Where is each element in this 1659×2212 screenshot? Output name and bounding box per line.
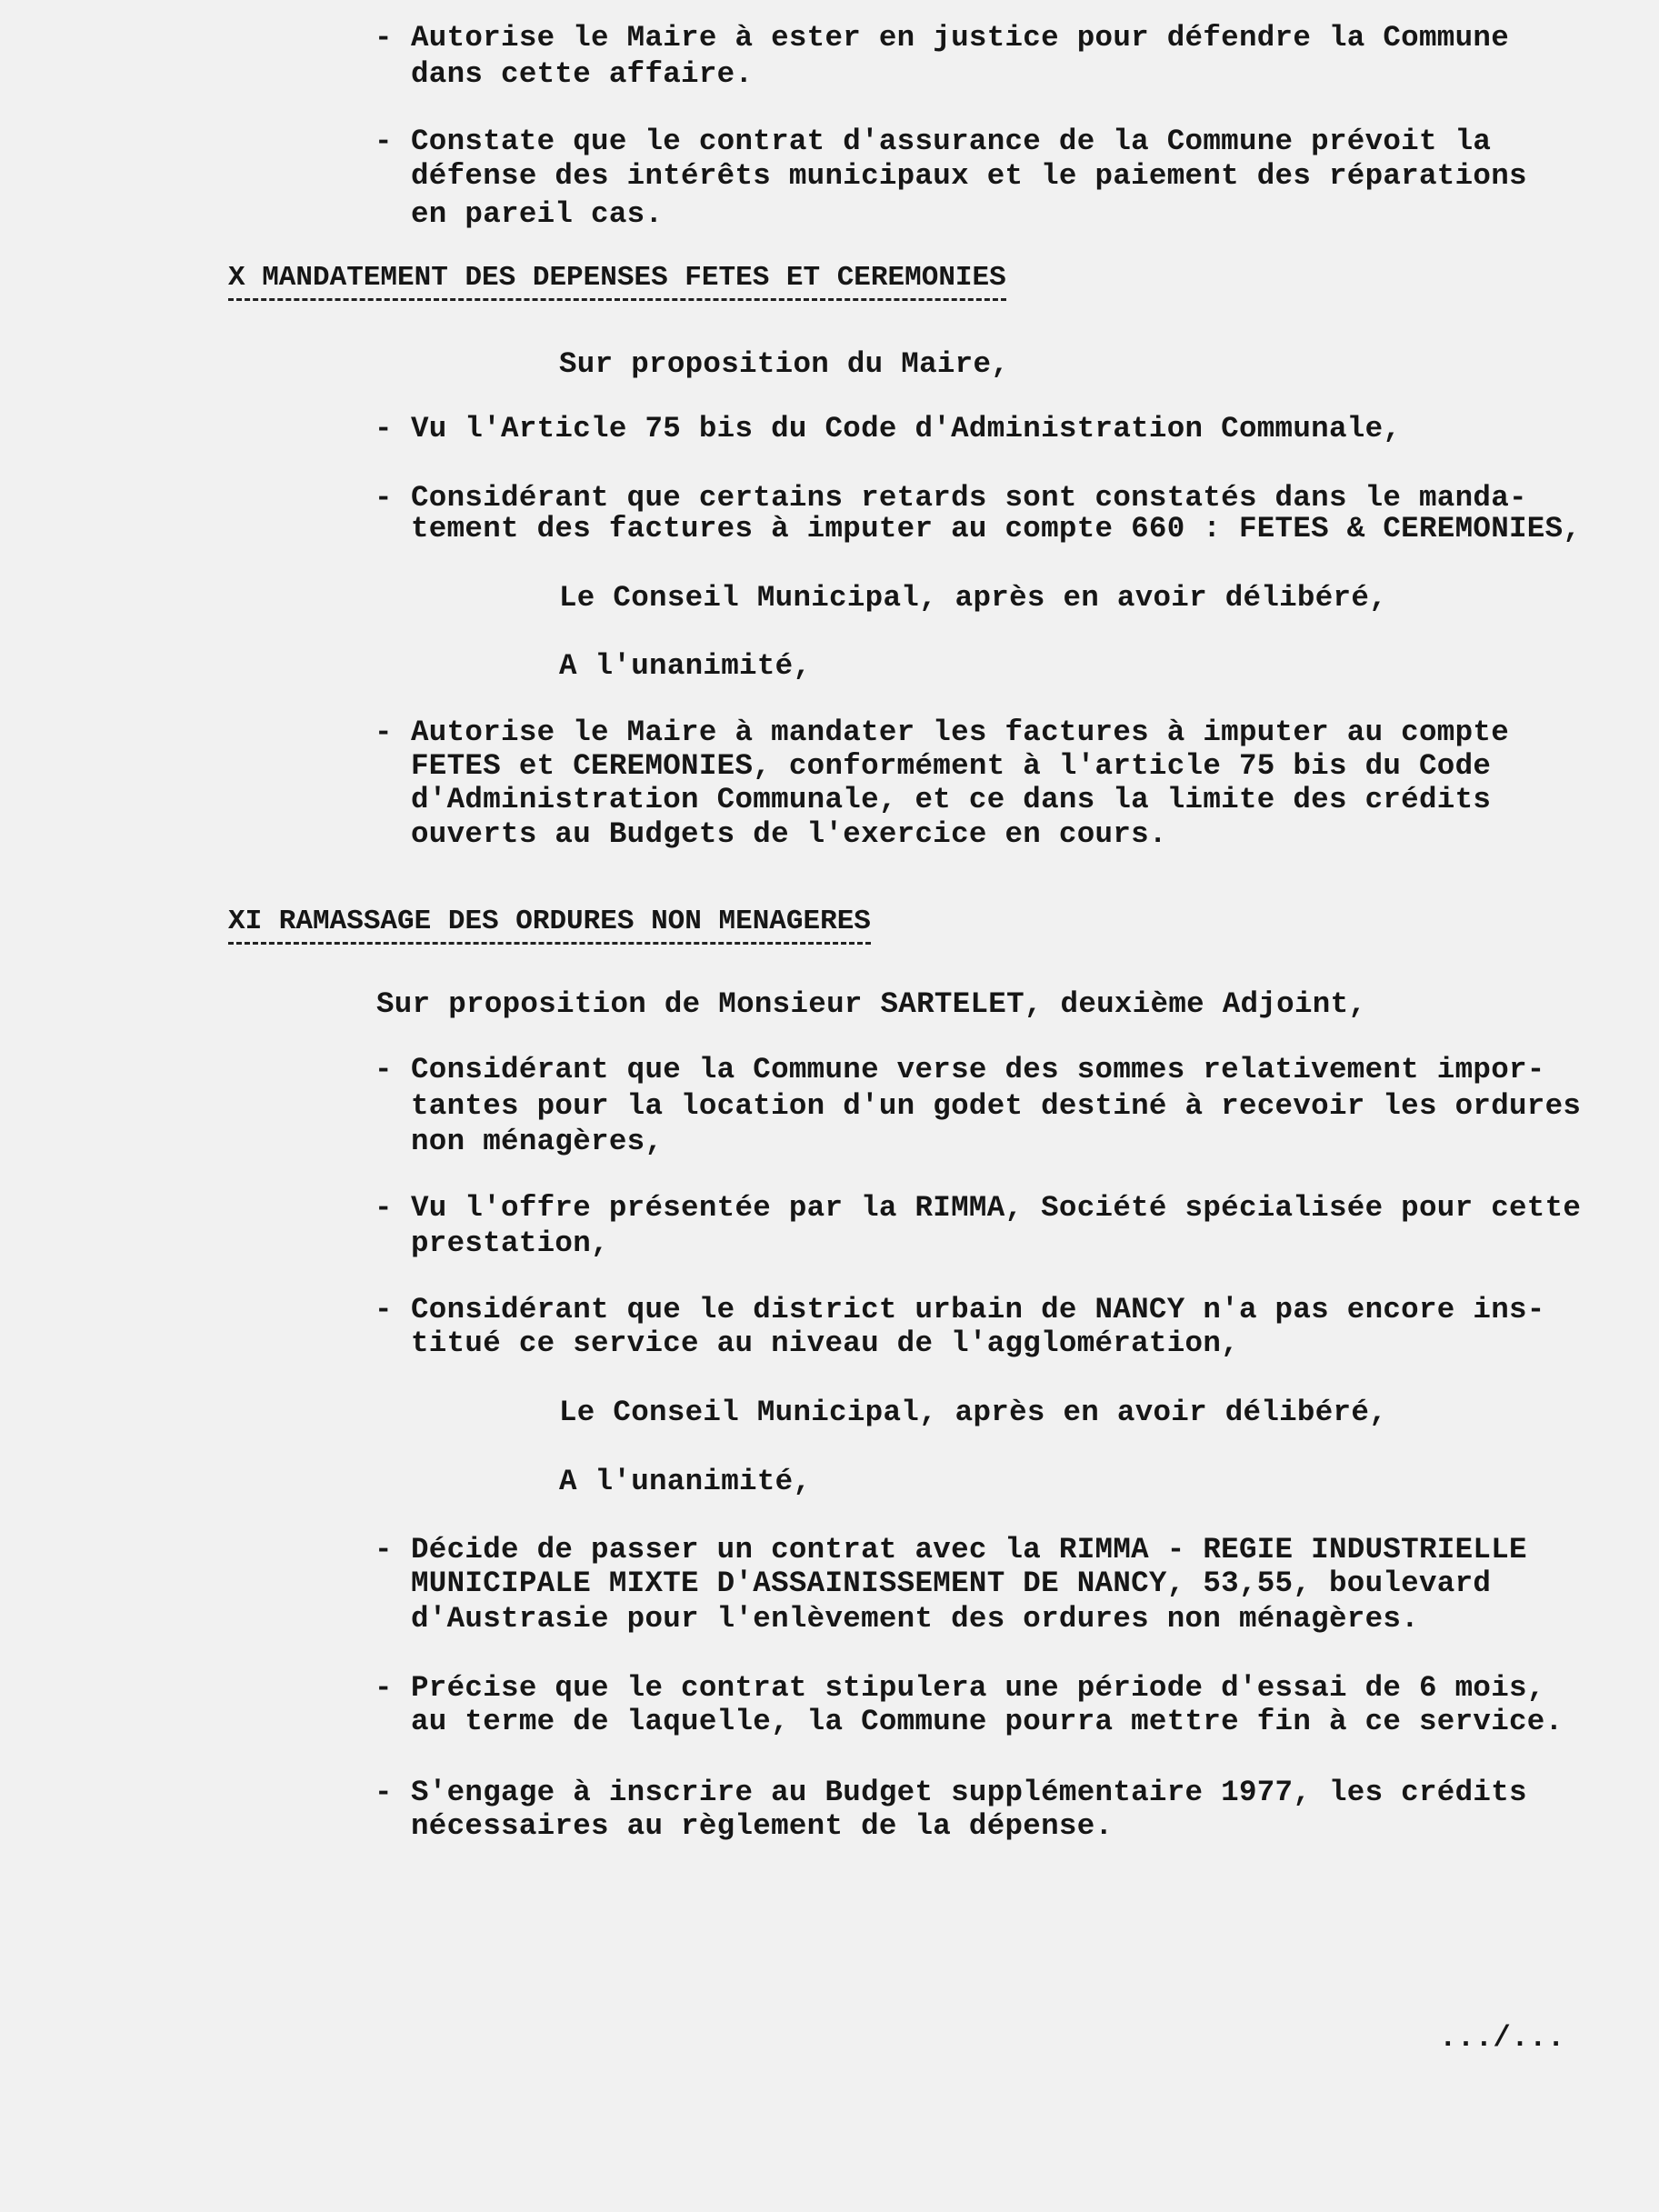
paragraph-line: S'engage à inscrire au Budget supplémentaire 1977, les crédits (411, 1776, 1527, 1809)
paragraph-line: dans cette affaire. (411, 57, 754, 91)
paragraph-line: d'Administration Communale, et ce dans la limite des crédits (411, 783, 1492, 816)
bullet-dash: - (375, 1533, 393, 1566)
bullet-dash: - (375, 1293, 393, 1326)
paragraph-line: non ménagères, (411, 1125, 664, 1158)
paragraph-line: tantes pour la location d'un godet destiné à recevoir les ordures (411, 1089, 1582, 1123)
bullet-dash: - (375, 125, 393, 158)
bullet-dash: - (375, 1671, 393, 1705)
bullet-dash: - (375, 716, 393, 749)
section-heading-x: X MANDATEMENT DES DEPENSES FETES ET CEREMONIES (228, 262, 1006, 294)
intro-line: Sur proposition du Maire, (559, 347, 1010, 381)
bullet-dash: - (375, 21, 393, 55)
bullet-dash: - (375, 1776, 393, 1809)
paragraph-line: Considérant que le district urbain de NANCY n'a pas encore ins- (411, 1293, 1545, 1326)
paragraph-line: MUNICIPALE MIXTE D'ASSAINISSEMENT DE NANCY, 53,55, boulevard (411, 1566, 1492, 1600)
paragraph-line: FETES et CEREMONIES, conformément à l'article 75 bis du Code (411, 749, 1492, 783)
council-line: Le Conseil Municipal, après en avoir délibéré, (559, 1396, 1387, 1429)
council-line: Le Conseil Municipal, après en avoir délibéré, (559, 581, 1387, 615)
paragraph-line: tement des factures à imputer au compte 660 : FETES & CEREMONIES, (411, 512, 1582, 545)
paragraph-line: Vu l'Article 75 bis du Code d'Administration Communale, (411, 412, 1402, 445)
paragraph-line: prestation, (411, 1226, 609, 1260)
paragraph-line: Autorise le Maire à mandater les factures à imputer au compte (411, 716, 1509, 749)
paragraph-line: d'Austrasie pour l'enlèvement des ordures non ménagères. (411, 1602, 1419, 1636)
paragraph-line: ouverts au Budgets de l'exercice en cours. (411, 817, 1167, 851)
bullet-dash: - (375, 1053, 393, 1086)
continuation-mark: .../... (1439, 2021, 1565, 2055)
paragraph-line: Autorise le Maire à ester en justice pour défendre la Commune (411, 21, 1509, 55)
bullet-dash: - (375, 481, 393, 515)
paragraph-line: en pareil cas. (411, 197, 664, 231)
intro-line: Sur proposition de Monsieur SARTELET, deuxième Adjoint, (376, 987, 1367, 1021)
paragraph-line: Précise que le contrat stipulera une période d'essai de 6 mois, (411, 1671, 1545, 1705)
paragraph-line: Considérant que la Commune verse des sommes relativement impor- (411, 1053, 1545, 1086)
paragraph-line: Vu l'offre présentée par la RIMMA, Société spécialisée pour cette (411, 1191, 1582, 1225)
paragraph-line: titué ce service au niveau de l'agglomération, (411, 1326, 1239, 1360)
vote-line: A l'unanimité, (559, 1465, 812, 1498)
vote-line: A l'unanimité, (559, 649, 812, 683)
paragraph-line: nécessaires au règlement de la dépense. (411, 1809, 1114, 1843)
paragraph-line: Constate que le contrat d'assurance de la Commune prévoit la (411, 125, 1492, 158)
bullet-dash: - (375, 412, 393, 445)
paragraph-line: Décide de passer un contrat avec la RIMMA - REGIE INDUSTRIELLE (411, 1533, 1527, 1566)
paragraph-line: Considérant que certains retards sont constatés dans le manda- (411, 481, 1527, 515)
section-heading-xi: XI RAMASSAGE DES ORDURES NON MENAGERES (228, 906, 871, 937)
paragraph-line: au terme de laquelle, la Commune pourra mettre fin à ce service. (411, 1705, 1564, 1738)
bullet-dash: - (375, 1191, 393, 1225)
paragraph-line: défense des intérêts municipaux et le paiement des réparations (411, 159, 1527, 193)
